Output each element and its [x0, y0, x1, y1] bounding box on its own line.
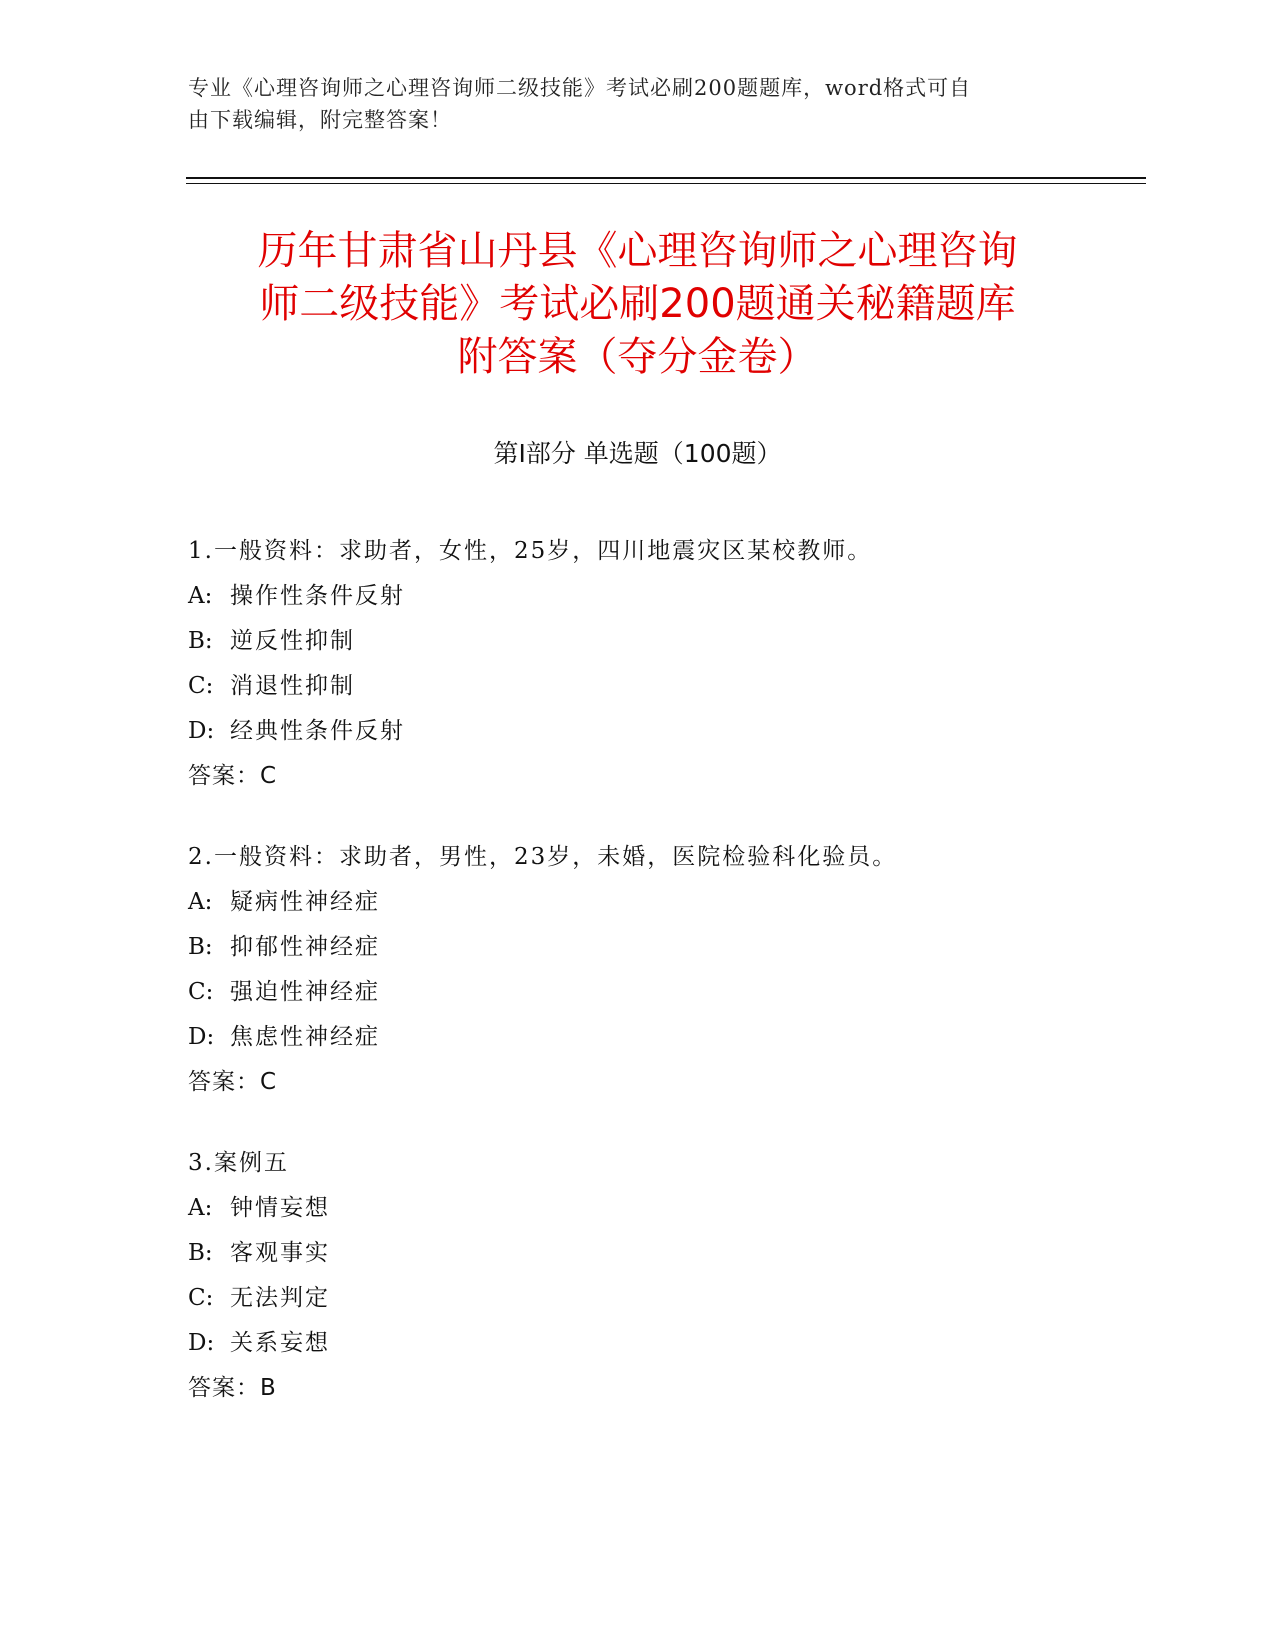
question-stem: 1.一般资料：求助者，女性，25岁，四川地震灾区某校教师。	[188, 538, 873, 564]
option-d	[188, 1015, 1148, 1060]
option-text: 焦虑性神经症	[230, 1024, 380, 1050]
option-c	[188, 664, 1148, 709]
option-letter: A:	[188, 889, 213, 915]
header-note-line: 专业《心理咨询师之心理咨询师二级技能》考试必刷200题题库，word格式可自	[188, 76, 972, 100]
option-letter: D:	[188, 1330, 215, 1356]
question-stem: 2.一般资料：求助者，男性，23岁，未婚，医院检验科化验员。	[188, 844, 898, 870]
option-letter: B:	[188, 628, 213, 654]
option-letter: B:	[188, 934, 213, 960]
answer-key: 答案：C	[188, 763, 278, 789]
option-text: 经典性条件反射	[230, 718, 405, 744]
title-line: 师二级技能》考试必刷200题通关秘籍题库	[259, 281, 1016, 327]
question-item	[188, 1141, 1148, 1411]
header-note-line: 由下载编辑，附完整答案！	[188, 108, 452, 132]
question-item	[188, 529, 1148, 799]
option-text: 操作性条件反射	[230, 583, 405, 609]
option-letter: C:	[188, 673, 214, 699]
option-c	[188, 970, 1148, 1015]
question-item	[188, 835, 1148, 1105]
option-d	[188, 1321, 1148, 1366]
question-list	[188, 529, 1148, 1447]
header-divider	[186, 177, 1146, 179]
option-letter: B:	[188, 1240, 213, 1266]
option-text: 钟情妄想	[230, 1195, 330, 1221]
header-divider-thin	[186, 183, 1146, 184]
option-d	[188, 709, 1148, 754]
option-letter: D:	[188, 718, 215, 744]
option-letter: D:	[188, 1024, 215, 1050]
option-b	[188, 1231, 1148, 1276]
header-note	[188, 72, 1068, 136]
option-c	[188, 1276, 1148, 1321]
option-letter: A:	[188, 1195, 213, 1221]
answer-key: 答案：B	[188, 1375, 277, 1401]
option-letter: C:	[188, 1285, 214, 1311]
option-letter: A:	[188, 583, 213, 609]
option-a	[188, 574, 1148, 619]
option-a	[188, 1186, 1148, 1231]
title-line: 附答案（夺分金卷）	[457, 334, 818, 380]
option-text: 疑病性神经症	[230, 889, 380, 915]
option-text: 关系妄想	[230, 1330, 330, 1356]
title-line: 历年甘肃省山丹县《心理咨询师之心理咨询	[257, 228, 1018, 274]
option-b	[188, 925, 1148, 970]
option-a	[188, 880, 1148, 925]
document-title	[150, 225, 1125, 384]
option-text: 逆反性抑制	[230, 628, 355, 654]
option-text: 消退性抑制	[230, 673, 355, 699]
option-letter: C:	[188, 979, 214, 1005]
option-text: 抑郁性神经症	[230, 934, 380, 960]
question-stem: 3.案例五	[188, 1150, 289, 1176]
option-b	[188, 619, 1148, 664]
answer-key: 答案：C	[188, 1069, 278, 1095]
option-text: 强迫性神经症	[230, 979, 380, 1005]
option-text: 无法判定	[230, 1285, 330, 1311]
section-heading: 第Ⅰ部分 单选题（100题）	[493, 439, 782, 468]
option-text: 客观事实	[230, 1240, 330, 1266]
